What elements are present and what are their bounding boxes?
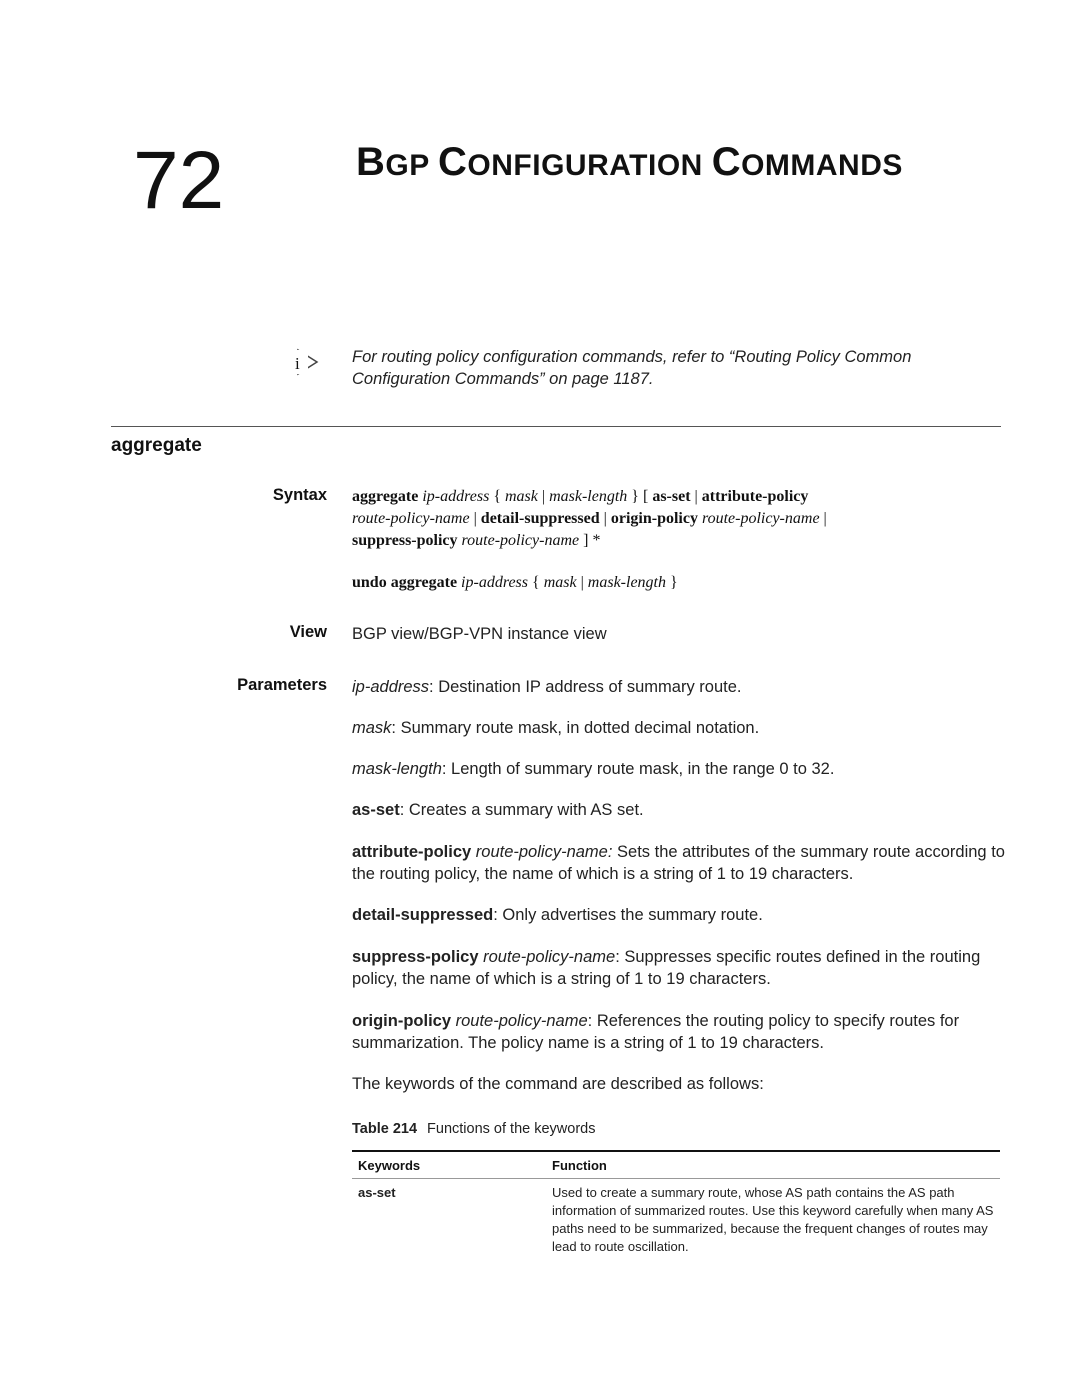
chapter-title-part: ONFIGURATION: [467, 149, 712, 182]
info-note-icon: [290, 347, 320, 377]
table-header-keywords: Keywords: [358, 1158, 421, 1173]
table-cell-function: Used to create a summary route, whose AS path contains the AS path information of summarized routes. Use this keyword carefully when many AS paths need to be summarized, because the frequent changes of routes may lead to route oscillation.: [552, 1185, 994, 1254]
table-top-rule: [352, 1150, 1000, 1152]
syntax-punct: |: [694, 488, 698, 505]
syntax-arg: route-policy-name: [701, 510, 820, 527]
chapter-number: 72: [133, 135, 225, 226]
param-detail-suppressed: [352, 904, 1007, 926]
syntax-arg: route-policy-name: [461, 532, 580, 549]
syntax-keyword: attribute-policy: [701, 488, 809, 505]
param-desc: : Creates a summary with AS set.: [399, 801, 644, 819]
syntax-punct: |: [580, 574, 584, 591]
svg-text:i: i: [295, 354, 300, 373]
table-header-function: Function: [552, 1158, 607, 1173]
chapter-title-part: C: [711, 140, 742, 184]
table-number: Table 214: [352, 1121, 418, 1137]
syntax-keyword: as-set: [652, 488, 691, 505]
parameters-outro: The keywords of the command are described as follows:: [352, 1075, 764, 1093]
syntax-arg: ip-address: [422, 488, 490, 505]
param-as-set: [352, 799, 1007, 821]
param-arg: route-policy-name: [483, 948, 616, 966]
param-desc: : Destination IP address of summary route.: [429, 678, 742, 696]
table-caption-text: Functions of the keywords: [427, 1121, 596, 1137]
syntax-arg: mask-length: [549, 488, 628, 505]
syntax-undo-line: [352, 572, 1007, 594]
note-line: For routing policy configuration commands, refer to “Routing Policy Common: [352, 348, 912, 366]
syntax-keyword: aggregate: [352, 488, 419, 505]
param-term: mask: [352, 719, 392, 737]
syntax-line-3: [352, 530, 1007, 552]
syntax-line-2: [352, 508, 1007, 530]
param-term: mask-length: [352, 760, 442, 778]
param-term: ip-address: [352, 678, 430, 696]
syntax-keyword: origin-policy: [610, 510, 698, 527]
syntax-punct: |: [473, 510, 477, 527]
table-header-rule: [352, 1178, 1000, 1179]
command-heading: aggregate: [111, 435, 202, 456]
param-mask: [352, 717, 1007, 739]
param-term: suppress-policy: [352, 948, 479, 966]
syntax-keyword: suppress-policy: [352, 532, 458, 549]
syntax-punct: |: [541, 488, 546, 505]
view-text: BGP view/BGP-VPN instance view: [352, 625, 607, 643]
param-term: as-set: [352, 801, 400, 819]
table-caption: [352, 1121, 595, 1137]
param-ip-address: [352, 676, 1007, 698]
param-mask-length: [352, 758, 1007, 780]
syntax-block: [352, 486, 1007, 594]
syntax-punct: |: [603, 510, 607, 527]
param-desc: : Suppresses specific routes defined in the routing policy, the name of which is a string of 1 to 19 characters.: [352, 948, 981, 988]
syntax-punct: ] *: [583, 532, 601, 549]
param-attribute-policy: [352, 841, 1007, 885]
param-origin-policy: [352, 1010, 1007, 1054]
param-desc: : Summary route mask, in dotted decimal notation.: [391, 719, 760, 737]
syntax-line-1: [352, 486, 1007, 508]
note-line: Configuration Commands” on page 1187.: [352, 370, 654, 388]
param-suppress-policy: [352, 946, 1007, 990]
syntax-arg: mask-length: [587, 574, 666, 591]
chapter-title: [356, 142, 903, 182]
syntax-arg: ip-address: [461, 574, 529, 591]
param-arg: route-policy-name: [455, 1012, 588, 1030]
syntax-arg: mask: [543, 574, 577, 591]
syntax-keyword: detail-suppressed: [480, 510, 600, 527]
syntax-punct: } [: [631, 488, 649, 505]
parameters-label: Parameters: [237, 676, 327, 694]
syntax-punct: |: [823, 510, 827, 527]
syntax-arg: route-policy-name: [352, 510, 470, 527]
view-label: View: [289, 623, 327, 641]
syntax-punct: {: [532, 574, 540, 591]
syntax-label: Syntax: [272, 486, 327, 504]
syntax-arg: mask: [505, 488, 538, 505]
param-term: attribute-policy: [352, 843, 472, 861]
note-text: [352, 346, 1002, 390]
syntax-keyword: undo aggregate: [352, 574, 458, 591]
param-desc: Sets the attributes of the summary route according to the routing policy, the name of which is a string of 1 to 19 characters.: [352, 843, 1005, 883]
table-cell-keyword: as-set: [358, 1185, 396, 1200]
chapter-title-part: C: [438, 140, 468, 184]
chapter-title-part: OMMANDS: [741, 149, 903, 182]
syntax-punct: }: [670, 574, 678, 591]
param-term: detail-suppressed: [352, 906, 494, 924]
param-term: origin-policy: [352, 1012, 451, 1030]
param-desc: : Length of summary route mask, in the range 0 to 32.: [441, 760, 835, 778]
param-desc: : References the routing policy to specify routes for summarization. The policy name is a string of 1 to 19 characters.: [352, 1012, 960, 1052]
chapter-title-part: B: [356, 140, 386, 184]
syntax-punct: {: [493, 488, 501, 505]
param-arg: route-policy-name:: [475, 843, 613, 861]
section-divider: [111, 426, 1001, 427]
param-desc: : Only advertises the summary route.: [493, 906, 763, 924]
chapter-title-part: GP: [385, 149, 439, 182]
